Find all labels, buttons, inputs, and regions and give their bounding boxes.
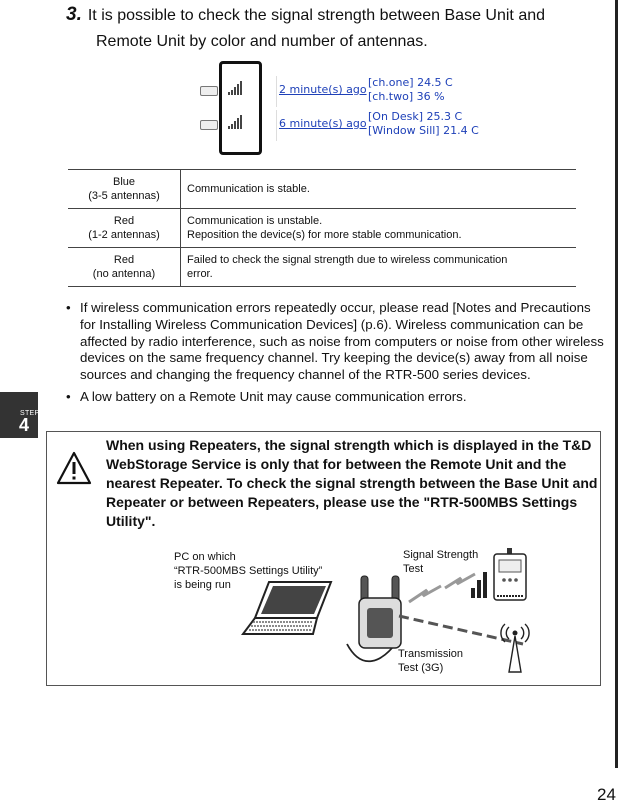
table-row <box>68 248 576 287</box>
signal-color-cell <box>68 248 181 287</box>
reading-1: [ch.one] 24.5 C <box>368 76 453 89</box>
signal-desc-cell <box>181 248 577 287</box>
signal-desc-2: Reposition the device(s) for more stable communication. <box>187 229 462 241</box>
signal-color: Red <box>113 254 135 266</box>
remote-unit-icon <box>491 546 529 604</box>
step-side-tab <box>0 392 38 438</box>
notes-list <box>66 300 606 411</box>
transmission-test-line: Test (3G) <box>398 662 444 674</box>
last-update-link[interactable]: 6 minute(s) ago <box>279 117 367 130</box>
battery-icon <box>200 120 218 130</box>
signal-desc-cell <box>181 209 577 248</box>
table-row <box>68 209 576 248</box>
step-heading-line1: It is possible to check the signal strength between Base Unit and <box>87 7 546 24</box>
step-number: 3. <box>66 4 82 25</box>
right-margin-rule <box>615 0 618 768</box>
signal-color: Blue <box>112 176 136 188</box>
signal-color: Red <box>113 215 135 227</box>
last-update-link[interactable]: 2 minute(s) ago <box>279 83 367 96</box>
warning-box <box>46 431 601 686</box>
signal-desc: Failed to check the signal strength due to wireless communication <box>187 254 508 266</box>
antenna-count: (1-2 antennas) <box>88 229 160 241</box>
screenshot-row <box>158 76 500 107</box>
antenna-count: (3-5 antennas) <box>88 190 160 202</box>
cell-tower-icon <box>497 616 533 674</box>
step-heading-line2: Remote Unit by color and number of antennas. <box>96 33 428 50</box>
list-item: • A low battery on a Remote Unit may cause communication errors. <box>66 389 606 406</box>
signal-color-cell <box>68 209 181 248</box>
step-heading <box>66 2 606 55</box>
signal-color-cell <box>68 170 181 209</box>
signal-highlight-frame <box>219 61 262 155</box>
warning-icon <box>56 451 92 485</box>
reading-1: [On Desk] 25.3 C <box>368 110 463 123</box>
column-divider <box>276 76 277 107</box>
signal-desc: Communication is stable. <box>187 183 310 195</box>
page-number: 24 <box>597 785 616 804</box>
signal-test-line: Test <box>403 563 424 575</box>
list-item: • If wireless communication errors repeatedly occur, please read [Notes and Precautions for Installing Wireless Communication Devices] (p.6). Wireless communication can be affected by radio interference, such as noise from computers or noise from other wireless devices on the same frequency channel. Try keeping the device(s) away from all noise sources and changing the frequency channel of the RTR-500 series devices. <box>66 300 606 384</box>
signal-desc-2: error. <box>187 268 213 280</box>
table-row <box>68 170 576 209</box>
screenshot-row <box>158 110 500 141</box>
warning-text: When using Repeaters, the signal strength which is displayed in the T&D WebStorage Service is only that for between the Remote Unit and the nearest Repeater. To check the signal strength between the Base Unit and Repeater or between Repeaters, please use the "RTR-500MBS Settings Utility". <box>106 437 598 529</box>
signal-strength-table <box>68 169 576 287</box>
step-tab-number: 4 <box>19 415 30 435</box>
signal-bars-icon <box>471 568 489 598</box>
step-tab-label: STEP <box>20 410 40 417</box>
pc-label-line: is being run <box>174 579 231 591</box>
signal-test-line: Signal Strength <box>403 549 479 561</box>
signal-desc: Communication is unstable. <box>187 215 323 227</box>
pc-label-line: PC on which <box>174 551 236 563</box>
column-divider <box>276 110 277 141</box>
antenna-count: (no antenna) <box>92 268 156 280</box>
transmission-test-line: Transmission <box>398 648 463 660</box>
signal-desc-cell <box>181 170 577 209</box>
pc-label-line: “RTR-500MBS Settings Utility” <box>174 565 323 577</box>
signal-screenshot <box>158 73 500 143</box>
battery-icon <box>200 86 218 96</box>
reading-2: [ch.two] 36 % <box>368 90 445 103</box>
reading-2: [Window Sill] 21.4 C <box>368 124 479 137</box>
